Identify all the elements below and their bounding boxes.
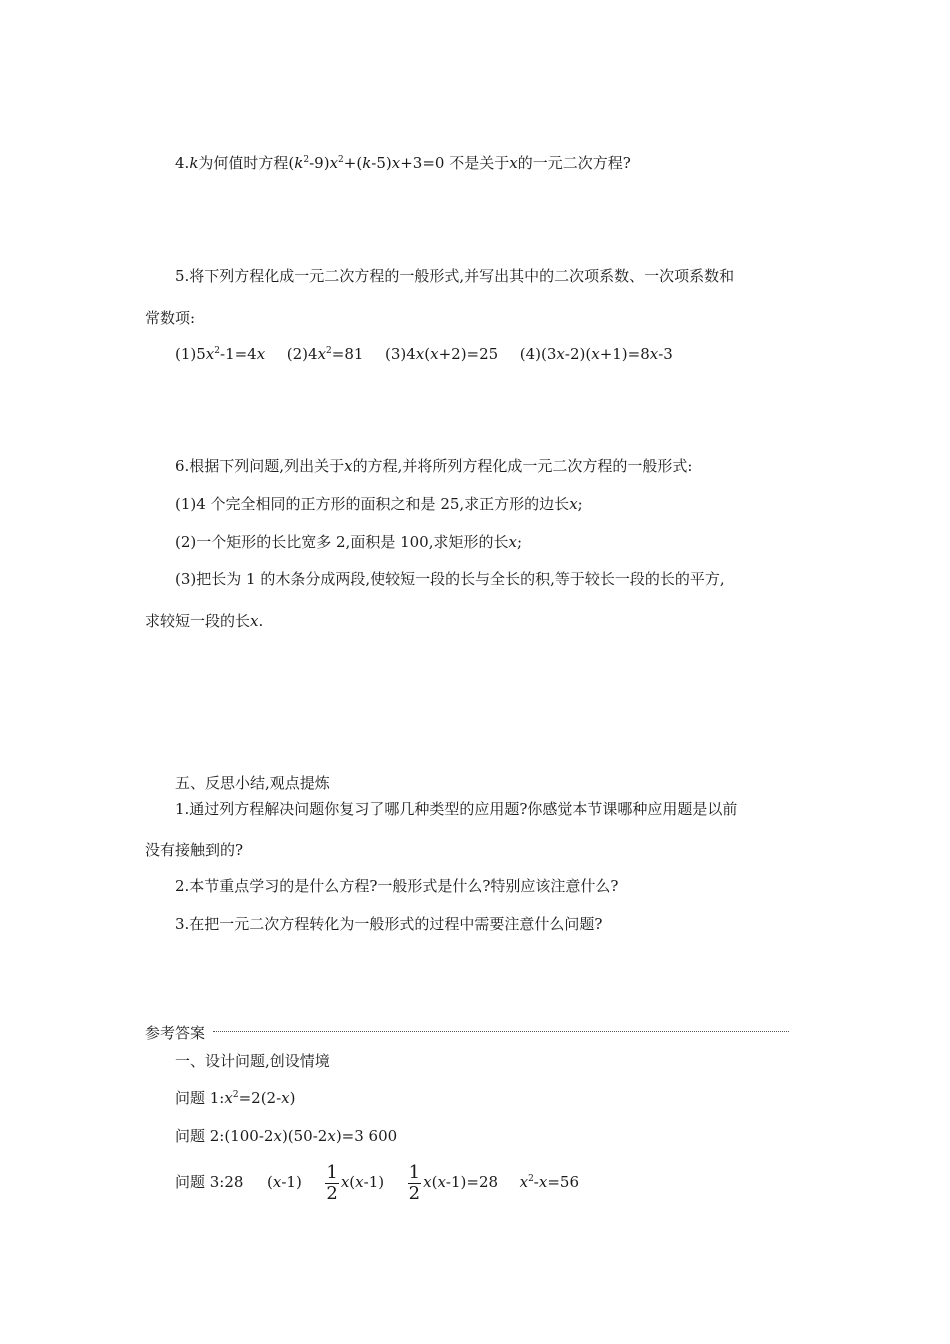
question-6-item-2: (2)一个矩形的长比宽多 2,面积是 100,求矩形的长x; <box>175 533 523 551</box>
answer-problem-2: 问题 2:(100-2x)(50-2x)=3 600 <box>175 1127 398 1145</box>
fraction-one-half: $\frac{1}{2}$ <box>326 1161 338 1204</box>
question-6-item-3-line1: (3)把长为 1 的木条分成两段,使较短一段的长与全长的积,等于较长一段的长的平方, <box>175 570 725 588</box>
question-5-intro-line2: 常数项: <box>145 309 196 327</box>
question-4: 4.k为何值时方程$(k^2-9)x^2+(k-5)x+3=0$ 不是关于x的一元二次方程? <box>175 154 631 172</box>
question-5-equations: $(1)5x^2-1=4x$ $(2)4x^2=81$ (3)4x(x+2)=25 (4)(3x-2)(x+1)=8x-3 <box>175 345 673 363</box>
question-6-intro: 6.根据下列问题,列出关于x的方程,并将所列方程化成一元二次方程的一般形式: <box>175 457 693 475</box>
reflection-3: 3.在把一元二次方程转化为一般形式的过程中需要注意什么问题? <box>175 915 603 933</box>
fraction-one-half: $\frac{1}{2}$ <box>408 1161 421 1204</box>
answers-section-1: 一、设计问题,创设情境 <box>175 1052 330 1070</box>
question-5-intro-line1: 5.将下列方程化成一元二次方程的一般形式,并写出其中的二次项系数、一次项系数和 <box>175 267 735 285</box>
reflection-1-line2: 没有接触到的? <box>145 841 244 859</box>
answers-divider <box>213 1031 789 1032</box>
question-6-item-3-line2: 求较短一段的长x. <box>145 612 264 630</box>
answers-title: 参考答案 <box>145 1024 206 1042</box>
reflection-1-line1: 1.通过列方程解决问题你复习了哪几种类型的应用题?你感觉本节课哪种应用题是以前 <box>175 800 738 818</box>
answer-problem-3: 问题 3:28 (x-1) $\frac{1}{2}$ x(x-1) $\frac{1}{2}$ x(x-1)=28 $x^2-x=56$ <box>175 1161 579 1204</box>
answer-problem-1: 问题 $1:x^2=2(2-x)$ <box>175 1089 296 1107</box>
reflection-heading: 五、反思小结,观点提炼 <box>175 774 330 792</box>
reflection-2: 2.本节重点学习的是什么方程?一般形式是什么?特别应该注意什么? <box>175 877 619 895</box>
question-6-item-1: (1)4 个完全相同的正方形的面积之和是 25,求正方形的边长x; <box>175 495 583 513</box>
